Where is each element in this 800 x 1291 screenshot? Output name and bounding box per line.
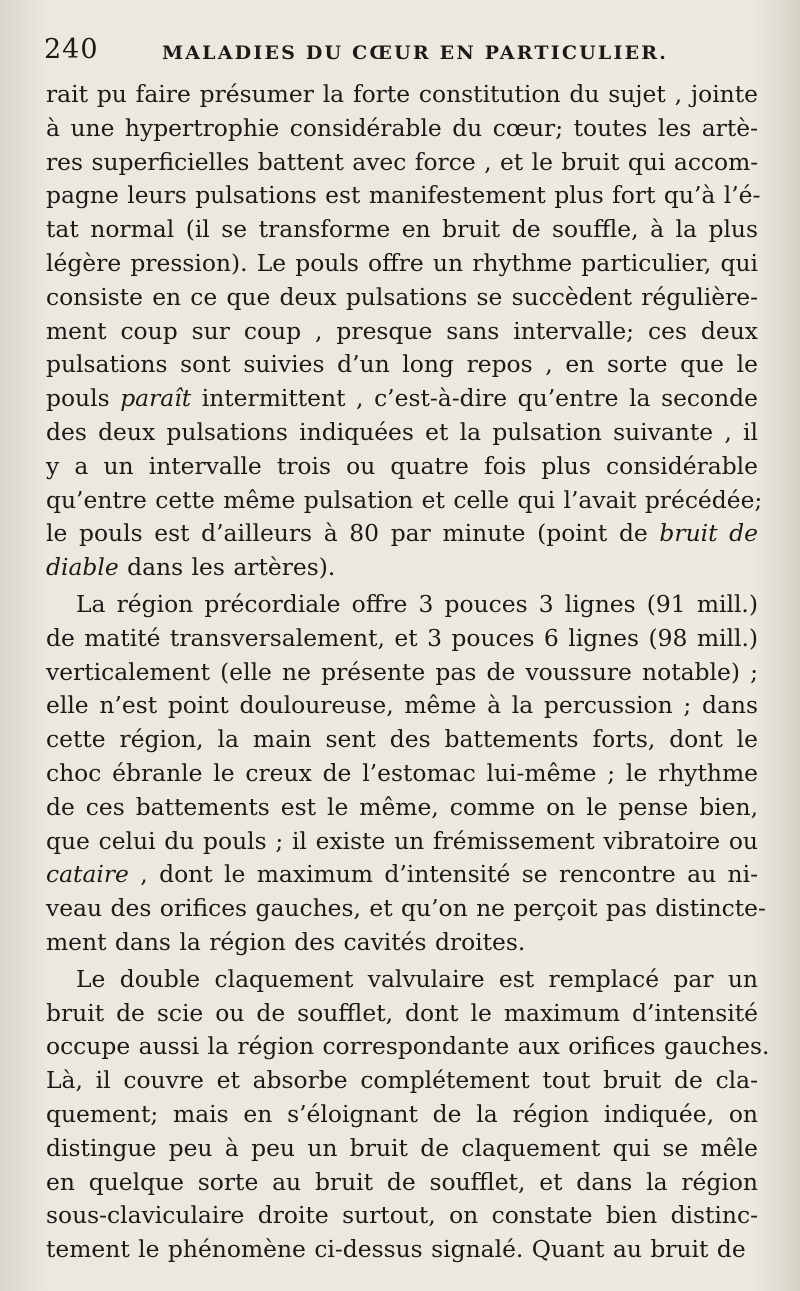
text-segment: choc ébranle le creux de l’estomac lui-même ; le rhythme xyxy=(46,758,758,787)
text-segment: elle n’est point douloureuse, même à la percussion ; dans xyxy=(46,691,758,720)
text-line xyxy=(46,382,758,416)
paragraph xyxy=(46,588,766,960)
text-line xyxy=(46,1132,758,1166)
body-text xyxy=(46,78,770,1267)
text-line xyxy=(46,416,758,450)
italic-text: diable xyxy=(46,553,119,582)
text-line xyxy=(46,892,766,926)
text-line xyxy=(46,997,758,1031)
italic-text: bruit de xyxy=(659,519,758,548)
text-segment: que celui du pouls ; il existe un frémissement vibratoire ou xyxy=(46,826,758,855)
text-line xyxy=(46,112,758,146)
text-segment: de matité transversalement, et 3 pouces 6 lignes (98 mill.) xyxy=(46,623,758,652)
text-segment: cette région, la main sent des battements forts, dont le xyxy=(46,725,758,754)
text-segment: quement; mais en s’éloignant de la région indiquée, on xyxy=(46,1099,758,1128)
text-segment: intermittent , c’est-à-dire qu’entre la seconde xyxy=(191,384,758,413)
paragraph xyxy=(46,78,763,585)
text-line xyxy=(46,551,758,585)
text-line xyxy=(46,179,761,213)
text-line xyxy=(46,213,758,247)
text-segment: dans les artères). xyxy=(118,553,336,582)
text-segment: le pouls est d’ailleurs à 80 par minute (point de xyxy=(46,519,660,548)
text-line xyxy=(46,1098,758,1132)
text-line xyxy=(46,450,758,484)
text-segment: des deux pulsations indiquées et la pulsation suivante , il xyxy=(46,417,758,446)
text-segment: verticalement (elle ne présente pas de voussure notable) ; xyxy=(46,657,758,686)
text-segment: bruit de scie ou de soufflet, dont le maximum d’intensité xyxy=(46,998,758,1027)
text-segment: pagne leurs pulsations est manifestement plus fort qu’à l’é- xyxy=(46,181,761,210)
text-line xyxy=(46,348,758,382)
text-segment: légère pression). Le pouls offre un rhythme particulier, qui xyxy=(46,248,758,277)
text-line xyxy=(46,858,758,892)
paragraph xyxy=(46,963,770,1267)
text-line xyxy=(46,791,758,825)
text-line xyxy=(46,825,758,859)
text-segment: Le double claquement valvulaire est remplacé par un xyxy=(76,964,758,993)
text-line xyxy=(46,281,758,315)
text-segment: y a un intervalle trois ou quatre fois plus considérable xyxy=(46,451,758,480)
text-line xyxy=(46,656,758,690)
text-line xyxy=(46,146,758,180)
text-line xyxy=(46,723,758,757)
text-line xyxy=(46,247,758,281)
text-line xyxy=(46,315,758,349)
text-line xyxy=(46,1233,758,1267)
text-segment: en quelque sorte au bruit de soufflet, et dans la région xyxy=(46,1167,758,1196)
text-line xyxy=(46,757,758,791)
text-line xyxy=(46,78,758,112)
text-segment: ment coup sur coup , presque sans intervalle; ces deux xyxy=(46,316,758,345)
text-segment: veau des orifices gauches, et qu’on ne perçoit pas distincte- xyxy=(46,894,766,923)
text-segment: distingue peu à peu un bruit de claquement qui se mêle xyxy=(46,1133,758,1162)
text-segment: res superficielles battent avec force , et le bruit qui accom- xyxy=(46,147,759,176)
text-segment: Là, il couvre et absorbe complétement tout bruit de cla- xyxy=(46,1066,758,1095)
italic-text: paraît xyxy=(120,384,192,413)
page-header xyxy=(44,30,760,66)
text-line xyxy=(46,1064,758,1098)
text-line xyxy=(46,926,758,960)
text-segment: occupe aussi la région correspondante aux orifices gauches. xyxy=(46,1032,770,1061)
text-line xyxy=(46,622,758,656)
text-segment: tat normal (il se transforme en bruit de souffle, à la plus xyxy=(46,215,758,244)
text-segment: tement le phénomène ci-dessus signalé. Quant au bruit de xyxy=(46,1235,746,1264)
text-segment: qu’entre cette même pulsation et celle qui l’avait précédée; xyxy=(46,485,763,514)
text-line xyxy=(46,588,758,622)
text-segment: de ces battements est le même, comme on le pense bien, xyxy=(46,792,758,821)
text-line xyxy=(46,1166,758,1200)
text-line xyxy=(46,517,758,551)
page-number: 240 xyxy=(44,34,99,65)
text-segment: , dont le maximum d’intensité se rencontre au ni- xyxy=(128,860,758,889)
text-segment: rait pu faire présumer la forte constitution du sujet , jointe xyxy=(46,80,758,108)
running-head: MALADIES DU CŒUR EN PARTICULIER. xyxy=(162,42,669,64)
text-line xyxy=(46,963,758,997)
text-segment: ment dans la région des cavités droites. xyxy=(46,927,526,956)
text-line xyxy=(46,484,763,518)
text-segment: La région précordiale offre 3 pouces 3 lignes (91 mill.) xyxy=(76,589,758,618)
italic-text: cataire xyxy=(46,860,129,889)
text-segment: consiste en ce que deux pulsations se succèdent régulière- xyxy=(46,282,758,311)
text-line xyxy=(46,689,758,723)
text-line xyxy=(46,1199,758,1233)
text-segment: sous-claviculaire droite surtout, on constate bien distinc- xyxy=(46,1201,758,1230)
text-segment: à une hypertrophie considérable du cœur; toutes les artè- xyxy=(46,113,758,142)
text-segment: pouls xyxy=(46,384,121,413)
text-line xyxy=(46,1030,770,1064)
text-segment: pulsations sont suivies d’un long repos , en sorte que le xyxy=(46,350,758,379)
